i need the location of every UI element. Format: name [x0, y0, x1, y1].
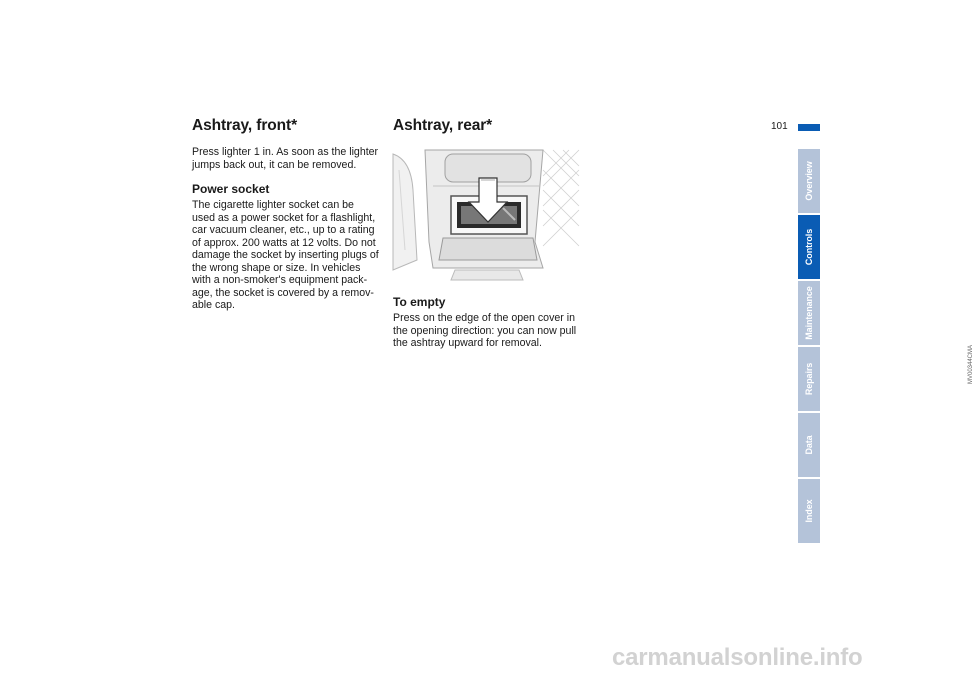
text-line: damage the socket by inserting plugs of [192, 249, 379, 262]
figure-code: MV00344CMA [968, 344, 974, 384]
heading-ashtray-rear: Ashtray, rear* [393, 117, 493, 134]
text-line: Press lighter 1 in. As soon as the lighter [192, 146, 379, 158]
text-line: car vacuum cleaner, etc., up to a rating [192, 224, 375, 237]
tab-maintenance[interactable] [798, 281, 820, 345]
text-line: the wrong shape or size. In vehicles [192, 261, 361, 274]
tab-index[interactable] [798, 479, 820, 543]
tab-overview[interactable] [798, 149, 820, 213]
text-line: with a non-smoker's equipment pack- [192, 274, 368, 287]
text-line: of approx. 200 watts at 12 volts. Do not [192, 236, 376, 249]
site-watermark: carmanualsonline.info [612, 644, 863, 671]
tab-label: Repairs [804, 362, 814, 396]
text-line: the opening direction: you can now pull [393, 324, 577, 337]
tab-data[interactable] [798, 413, 820, 477]
tab-controls[interactable] [798, 215, 820, 279]
heading-ashtray-front: Ashtray, front* [192, 117, 298, 134]
tab-label: Data [804, 435, 814, 455]
text-line: Press on the edge of the open cover in [393, 312, 575, 324]
rear-ashtray-drawing [393, 150, 579, 280]
ashtray-front-paragraph [192, 146, 378, 171]
tab-label: Index [804, 499, 814, 523]
page-number: 101 [771, 121, 788, 132]
text-line: the ashtray upward for removal. [393, 337, 542, 350]
text-line: jumps back out, it can be removed. [192, 158, 357, 171]
section-tabs [798, 149, 820, 545]
heading-to-empty: To empty [393, 295, 446, 309]
tab-label: Overview [804, 161, 814, 201]
tab-repairs[interactable] [798, 347, 820, 411]
heading-power-socket: Power socket [192, 182, 270, 196]
text-line: able cap. [192, 299, 235, 312]
tab-label: Controls [804, 228, 814, 266]
tab-label: Maintenance [804, 286, 814, 340]
text-line: used as a power socket for a flashlight, [192, 211, 376, 224]
text-line: The cigarette lighter socket can be [192, 199, 354, 211]
text-line: age, the socket is covered by a remov- [192, 286, 374, 299]
power-socket-paragraph [192, 199, 379, 312]
page-marker [798, 124, 820, 131]
to-empty-paragraph [393, 312, 576, 350]
